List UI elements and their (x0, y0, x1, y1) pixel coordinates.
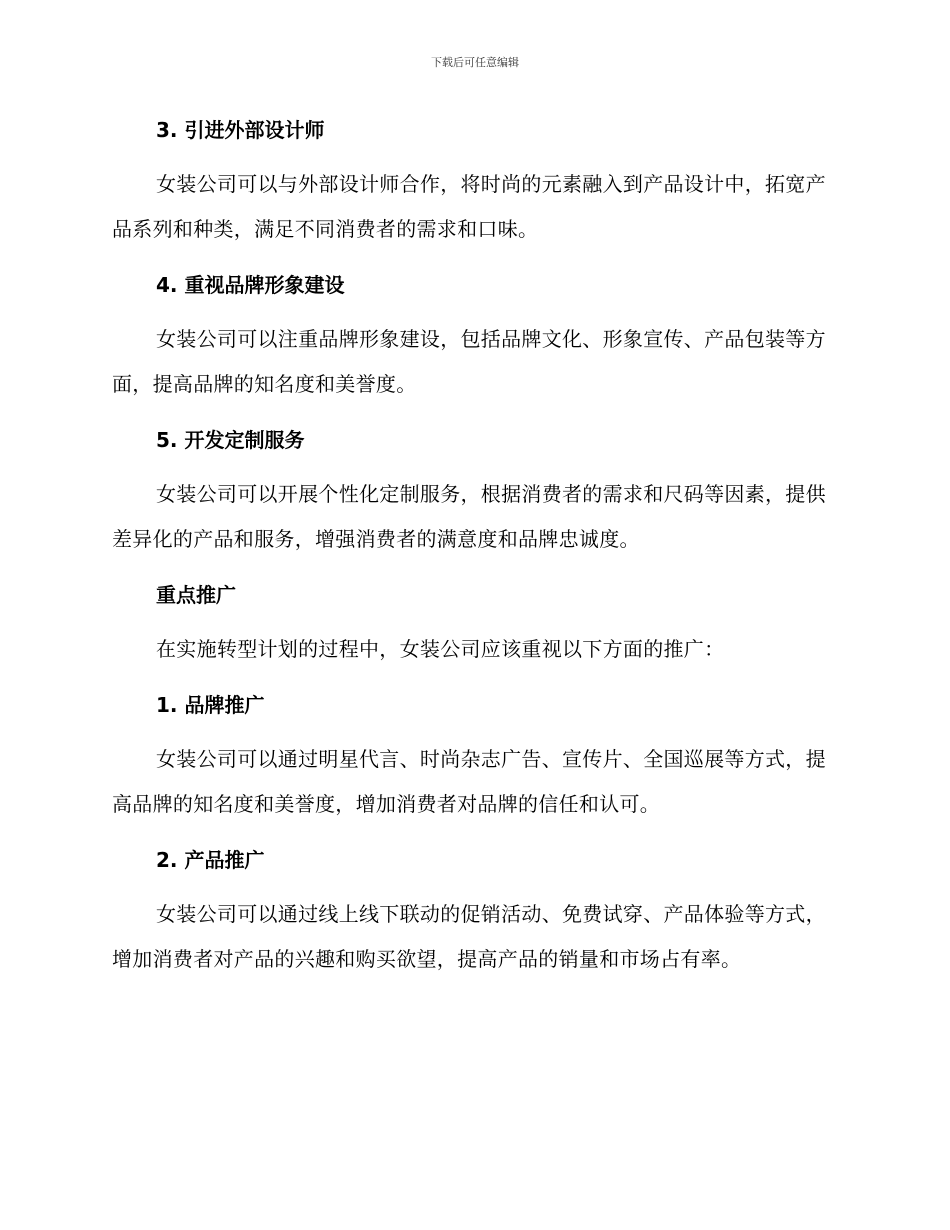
section-heading-key-promotion: 重点推广 (156, 583, 236, 607)
section-heading-brand-image: 4. 重视品牌形象建设 (156, 273, 345, 297)
page-header: 下载后可任意编辑 (431, 56, 519, 69)
section-heading-product-promotion: 2. 产品推广 (156, 848, 265, 872)
section-body-custom-service: 女装公司可以开展个性化定制服务，根据消费者的需求和尺码等因素，提供差异化的产品和服务，增强消费者的满意度和品牌忠诚度。 (112, 482, 826, 551)
section-body-key-promotion: 在实施转型计划的过程中，女装公司应该重视以下方面的推广： (156, 637, 725, 661)
section-heading-custom-service: 5. 开发定制服务 (156, 428, 305, 452)
section-heading-external-designers: 3. 引进外部设计师 (156, 118, 325, 142)
section-body-brand-promotion: 女装公司可以通过明星代言、时尚杂志广告、宣传片、全国巡展等方式，提高品牌的知名度和美誉度，增加消费者对品牌的信任和认可。 (112, 747, 826, 816)
section-body-brand-image: 女装公司可以注重品牌形象建设，包括品牌文化、形象宣传、产品包装等方面，提高品牌的知名度和美誉度。 (112, 327, 826, 396)
section-body-external-designers: 女装公司可以与外部设计师合作，将时尚的元素融入到产品设计中，拓宽产品系列和种类，满足不同消费者的需求和口味。 (112, 172, 826, 241)
document-body (112, 112, 834, 982)
section-body-product-promotion: 女装公司可以通过线上线下联动的促销活动、免费试穿、产品体验等方式，增加消费者对产品的兴趣和购买欲望，提高产品的销量和市场占有率。 (112, 902, 826, 971)
section-heading-brand-promotion: 1. 品牌推广 (156, 693, 265, 717)
